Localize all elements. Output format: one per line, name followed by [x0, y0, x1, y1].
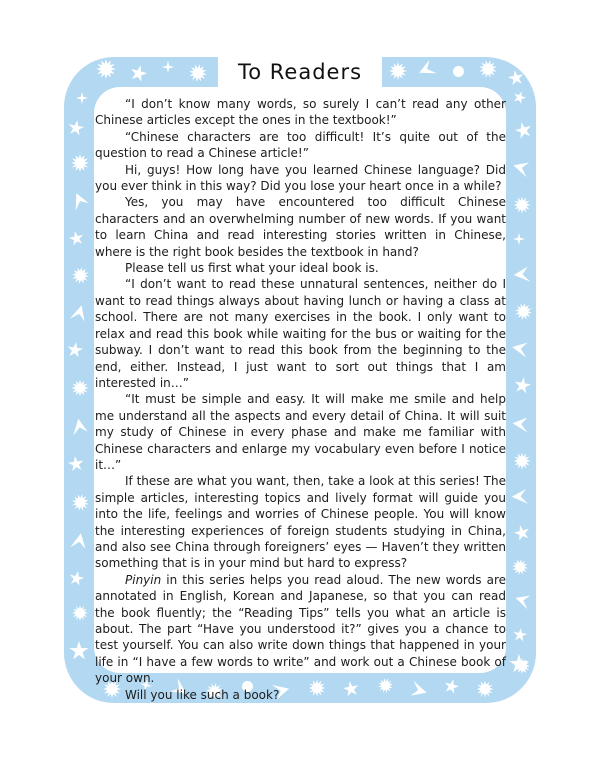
- paragraph: [95, 391, 506, 473]
- text-run: Hi, guys! How long have you learned Chinese language? Did you ever think in this way? Did you lose your heart once in a while?: [95, 162, 506, 194]
- star-icon: [512, 627, 528, 643]
- page-title: To Readers: [218, 54, 382, 90]
- star-icon: [67, 455, 85, 473]
- star-icon: [67, 569, 85, 587]
- text-run: “Chinese characters are too difficult! It’s quite out of the question to read a Chinese article!”: [95, 129, 506, 161]
- burst-icon: [96, 59, 116, 79]
- paragraph: [95, 162, 506, 195]
- arrow-icon: [69, 303, 86, 320]
- star-icon: [128, 63, 149, 84]
- burst-icon: [72, 605, 88, 621]
- text-run: “It must be simple and easy. It will make me smile and help me understand all the aspects and every detail of China. It will suit my study of Chinese in every phase and make me familiar with Chinese characters and enlarge my vocabulary even before I notice it…”: [95, 392, 506, 472]
- paragraph: [95, 572, 506, 687]
- paragraph: [95, 473, 506, 571]
- arrow-icon: [416, 60, 436, 80]
- star-icon: [69, 641, 89, 661]
- text-run: Will you like such a book?: [125, 687, 280, 702]
- star-icon: [67, 119, 86, 138]
- paragraph: [95, 276, 506, 391]
- paragraph: [95, 687, 506, 703]
- text-run: “I don’t want to read these unnatural sentences, neither do I want to read things always about having lunch or having a class at school. There are not many exercises in the book. I only want to relax and read this book while waiting for the bus or waiting for the subway. I don’t want to read this book from the beginning to the end, either. Instead, I just want to sort out things that I am interested in…”: [95, 277, 506, 390]
- star-icon: [507, 69, 526, 88]
- text-run: Yes, you may have encountered too difficult Chinese characters and an overwhelming number of new words. If you want to learn China and read interesting stories written in Chinese, where is the right book besides the textbook in hand?: [95, 195, 506, 259]
- dot-icon: [453, 66, 464, 77]
- arrow-icon: [68, 190, 88, 210]
- arrow-icon: [511, 341, 527, 357]
- burst-icon: [513, 301, 533, 321]
- arrow-icon: [511, 489, 528, 506]
- arrow-icon: [511, 159, 528, 176]
- paragraph: [95, 194, 506, 260]
- burst-icon: [70, 492, 90, 512]
- arrow-icon: [512, 266, 529, 283]
- sparkle-icon: [162, 61, 174, 73]
- text-run: in this series helps you read aloud. The new words are annotated in English, Korean and Japanese, so that you can read the book fluently; the “Reading Tips” tells you what an article is about. The part “Have you understood it?” gives you a chance to test yourself. You can also write down things that happened in your life in “I have a few words to write” and work out a Chinese book of your own.: [95, 572, 506, 686]
- burst-icon: [389, 62, 407, 80]
- burst-icon: [514, 453, 531, 470]
- burst-icon: [71, 154, 89, 172]
- text-run: Please tell us first what your ideal book is.: [125, 261, 379, 276]
- star-icon: [513, 120, 534, 141]
- star-icon: [512, 375, 532, 395]
- burst-icon: [72, 380, 89, 397]
- star-icon: [512, 523, 532, 543]
- arrow-icon: [69, 417, 87, 435]
- burst-icon: [70, 265, 89, 284]
- arrow-icon: [514, 593, 531, 610]
- burst-icon: [511, 558, 529, 576]
- paragraph: [95, 129, 506, 162]
- body-text: [95, 96, 506, 703]
- star-icon: [511, 89, 528, 106]
- arrow-icon: [70, 532, 86, 548]
- sparkle-icon: [76, 92, 88, 104]
- paragraph: [95, 260, 506, 276]
- text-run: If these are what you want, then, take a look at this series! The simple articles, interesting topics and lively format will guide you into the life, feelings and worries of Chinese people. You will know the interesting experiences of foreign students studying in China, and also see China through foreigners’ eyes — Haven’t they written something that is in your mind but hard to express?: [95, 474, 506, 571]
- burst-icon: [188, 63, 209, 84]
- arrow-icon: [513, 418, 528, 433]
- star-icon: [66, 341, 84, 359]
- burst-icon: [514, 197, 531, 214]
- text-run: “I don’t know many words, so surely I can’t read any other Chinese articles except the ones in the textbook!”: [95, 97, 506, 128]
- star-icon: [67, 229, 85, 247]
- sparkle-icon: [513, 233, 525, 245]
- paragraph: [95, 96, 506, 129]
- burst-icon: [477, 58, 499, 80]
- italic-text-run: Pinyin: [125, 572, 162, 587]
